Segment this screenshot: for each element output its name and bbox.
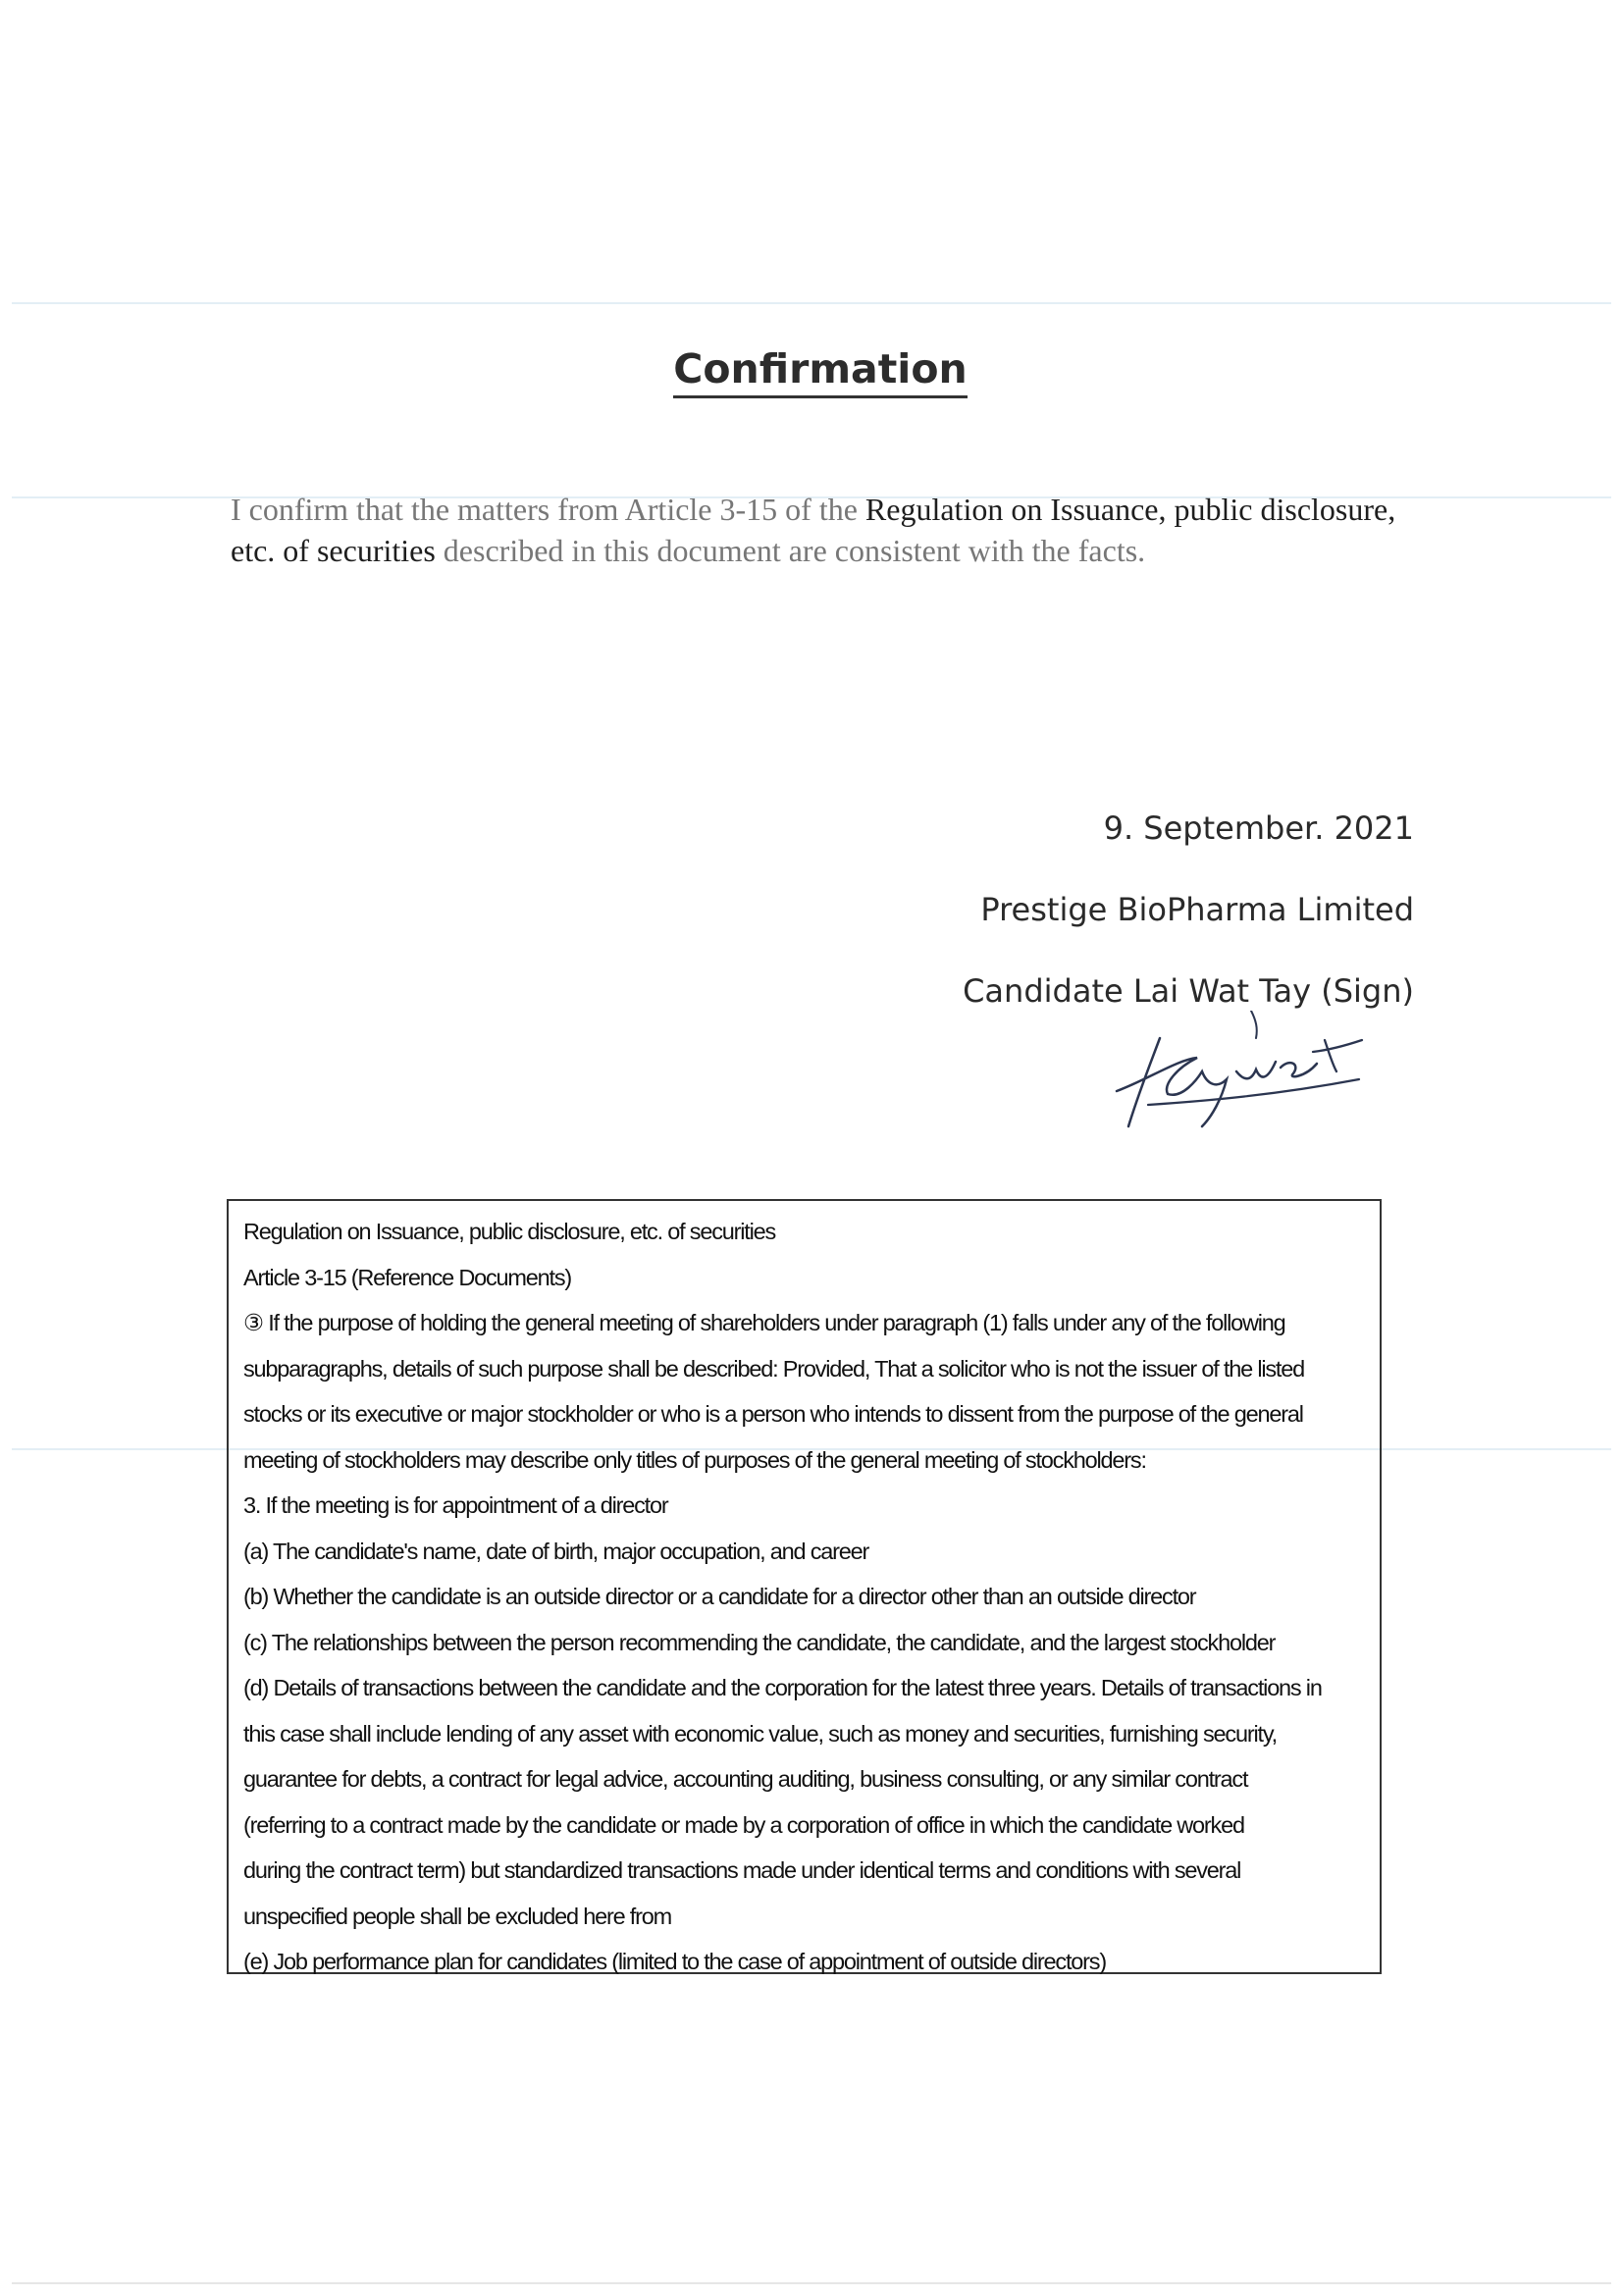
reg-line: stocks or its executive or major stockholder or who is a person who intends to dissent from the purpose of the general bbox=[243, 1401, 1303, 1427]
reg-line: (b) Whether the candidate is an outside director or a candidate for a director other than an outside director bbox=[243, 1584, 1196, 1609]
page-title bbox=[0, 345, 1623, 392]
reg-line: (c) The relationships between the person recommending the candidate, the candidate, and the largest stockholder bbox=[243, 1629, 1276, 1655]
scan-line-top bbox=[12, 302, 1611, 304]
reg-line: during the contract term) but standardized transactions made under identical terms and conditions with several bbox=[243, 1857, 1241, 1883]
reg-line-article: Article 3-15 (Reference Documents) bbox=[243, 1264, 572, 1290]
reg-line: (e) Job performance plan for candidates (limited to the case of appointment of outside directors) bbox=[243, 1949, 1106, 1974]
page-title-text: Confirmation bbox=[673, 345, 967, 398]
reg-line: guarantee for debts, a contract for legal advice, accounting auditing, business consulting, or any similar contract bbox=[243, 1766, 1248, 1792]
confirmation-text-part1: I confirm that the matters from Article 3-15 of the bbox=[231, 492, 865, 527]
confirmation-statement bbox=[231, 489, 1438, 571]
reg-line: meeting of stockholders may describe only titles of purposes of the general meeting of stockholders: bbox=[243, 1446, 1146, 1473]
reg-line-title: Regulation on Issuance, public disclosure, etc. of securities bbox=[243, 1219, 776, 1244]
regulation-name-line2: etc. of securities bbox=[231, 533, 436, 568]
signing-date: 9. September. 2021 bbox=[1103, 809, 1414, 847]
regulation-name-line1: Regulation on Issuance, public disclosure, bbox=[864, 492, 1396, 527]
reg-line: 3. If the meeting is for appointment of a director bbox=[243, 1492, 668, 1518]
reg-line: ③ If the purpose of holding the general meeting of shareholders under paragraph (1) falls under any of the following bbox=[243, 1310, 1285, 1335]
reg-line: (referring to a contract made by the candidate or made by a corporation of office in which the candidate worked bbox=[243, 1811, 1244, 1838]
reg-line: unspecified people shall be excluded here from bbox=[243, 1903, 672, 1929]
candidate-sign-line: Candidate Lai Wat Tay (Sign) bbox=[963, 972, 1414, 1010]
regulation-reference-box bbox=[227, 1199, 1382, 1974]
reg-line: (a) The candidate's name, date of birth, major occupation, and career bbox=[243, 1538, 869, 1564]
handwritten-signature bbox=[1109, 1011, 1384, 1138]
reg-line: this case shall include lending of any asset with economic value, such as money and securities, furnishing security, bbox=[243, 1720, 1277, 1747]
company-name: Prestige BioPharma Limited bbox=[980, 891, 1414, 928]
reg-line: subparagraphs, details of such purpose shall be described: Provided, That a solicitor who is not the issuer of the listed bbox=[243, 1355, 1304, 1382]
confirmation-text-part3: described in this document are consistent with the facts. bbox=[435, 533, 1146, 568]
scan-line-bottom bbox=[12, 2282, 1611, 2284]
reg-line: (d) Details of transactions between the candidate and the corporation for the latest three years. Details of transactions in bbox=[243, 1675, 1322, 1700]
